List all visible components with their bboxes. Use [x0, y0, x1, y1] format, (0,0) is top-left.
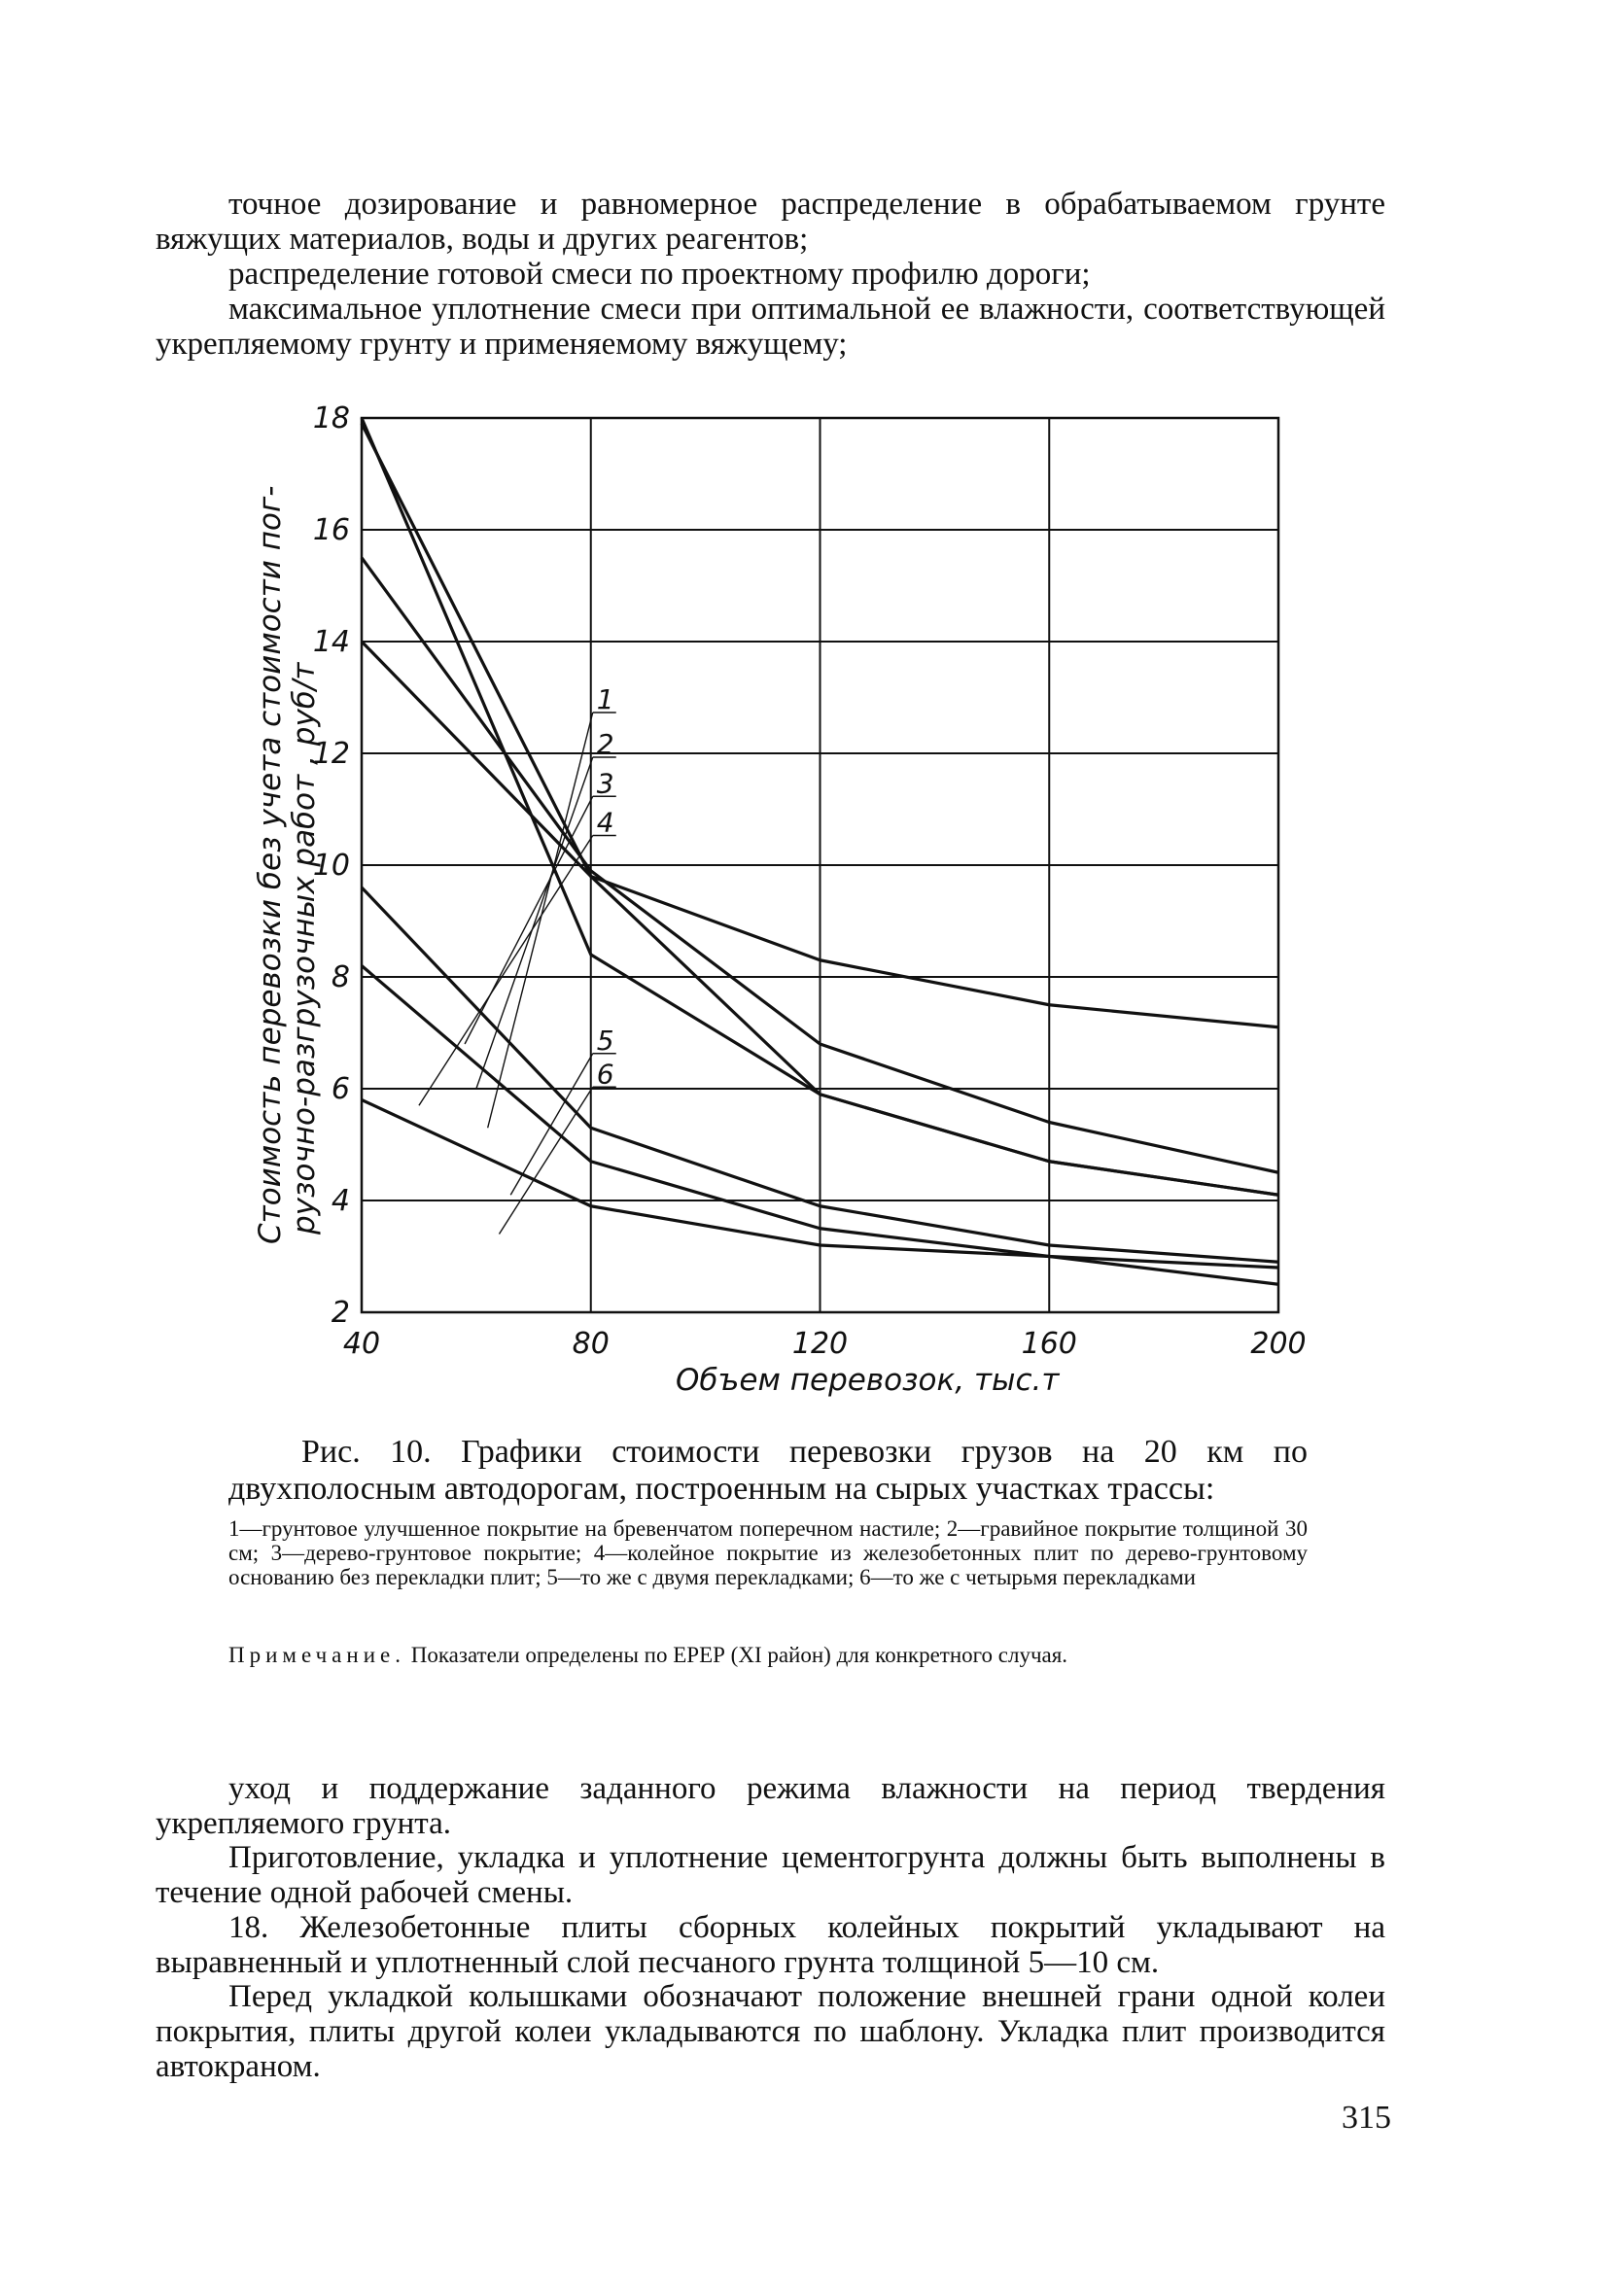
paragraph-laying: Перед укладкой колышками обозначают положение внешней грани одной колеи покрытия, плиты другой колеи укладываются по шаблону. Укладка плит производится автокраном.: [156, 1979, 1385, 2084]
chart-grid: [362, 418, 1278, 1312]
curve-label-6: 6: [596, 1058, 614, 1091]
paragraph-18: 18. Железобетонные плиты сборных колейных покрытий укладывают на выравненный и уплотненный слой песчаного грунта толщиной 5—10 см.: [156, 1910, 1385, 1980]
y-tick-label-2: 2: [331, 1296, 350, 1330]
leader-line-4: [419, 836, 593, 1106]
curve-label-2: 2: [596, 728, 614, 760]
paragraph-distribution: распределение готовой смеси по проектному профилю дороги;: [228, 257, 1091, 292]
y-tick-label-14: 14: [312, 625, 350, 659]
y-tick-label-6: 6: [331, 1072, 350, 1106]
chart-leader-lines: [419, 683, 616, 1235]
y-tick-label-18: 18: [312, 401, 350, 435]
y-tick-label-8: 8: [331, 960, 350, 994]
leader-line-2: [476, 757, 593, 1089]
y-tick-label-4: 4: [331, 1184, 350, 1218]
x-tick-label-120: 120: [791, 1327, 849, 1361]
curve-label-5: 5: [596, 1024, 614, 1057]
note-text: Показатели определены по ЕРЕР (XI район) для конкретного случая.: [410, 1643, 1068, 1667]
chart-ticks: [313, 401, 1307, 1361]
x-tick-label-200: 200: [1250, 1327, 1307, 1361]
curve-label-4: 4: [596, 806, 614, 839]
y-axis-label-line2: рузочно-разгрузочных работ , руб/т: [287, 662, 322, 1235]
paragraph-compaction: максимальное уплотнение смеси при оптимальной ее влажности, соответствующей укрепляемому грунту и применяемому вяжущему;: [156, 292, 1385, 362]
x-tick-label-80: 80: [572, 1327, 610, 1361]
figure-caption: Рис. 10. Графики стоимости перевозки грузов на 20 км по двухполосным автодорогам, построенным на сырых участках трассы:: [228, 1434, 1308, 1507]
cost-chart: [233, 389, 1332, 1419]
y-tick-label-16: 16: [312, 513, 350, 547]
note-label: Примечание.: [228, 1643, 405, 1667]
leader-line-6: [499, 1087, 592, 1234]
curve-label-1: 1: [596, 683, 614, 715]
leader-line-5: [510, 1054, 593, 1196]
curve-label-3: 3: [596, 767, 614, 800]
leader-line-3: [465, 796, 593, 1044]
y-axis-label-line1: Стоимость перевозки без учета стоимости пог-: [253, 485, 288, 1244]
figure-note: [228, 1643, 1308, 1667]
x-tick-label-40: 40: [342, 1327, 381, 1361]
y-tick-label-12: 12: [312, 737, 350, 771]
x-tick-label-160: 160: [1021, 1327, 1077, 1361]
y-tick-label-10: 10: [312, 849, 350, 883]
figure-legend: 1—грунтовое улучшенное покрытие на бревенчатом поперечном настиле; 2—гравийное покрытие толщиной 30 см; 3—дерево-грунтовое покрытие; 4—колейное покрытие из железобетонных плит по дерево-грунтовому основанию без перекладки плит; 5—то же с двумя перекладками; 6—то же с четырьмя перекладками: [228, 1516, 1308, 1589]
paragraph-one-shift: Приготовление, укладка и уплотнение цементогрунта должны быть выполнены в течение одной рабочей смены.: [156, 1840, 1385, 1910]
x-axis-label: Объем перевозок, тыс.т: [676, 1363, 1060, 1398]
page-number: 315: [1342, 2100, 1391, 2136]
paragraph-dosing: точное дозирование и равномерное распределение в обрабатываемом грунте вяжущих материалов, воды и других реагентов;: [156, 187, 1385, 257]
paragraph-curing: уход и поддержание заданного режима влажности на период твердения укрепляемого грунта.: [156, 1771, 1385, 1841]
